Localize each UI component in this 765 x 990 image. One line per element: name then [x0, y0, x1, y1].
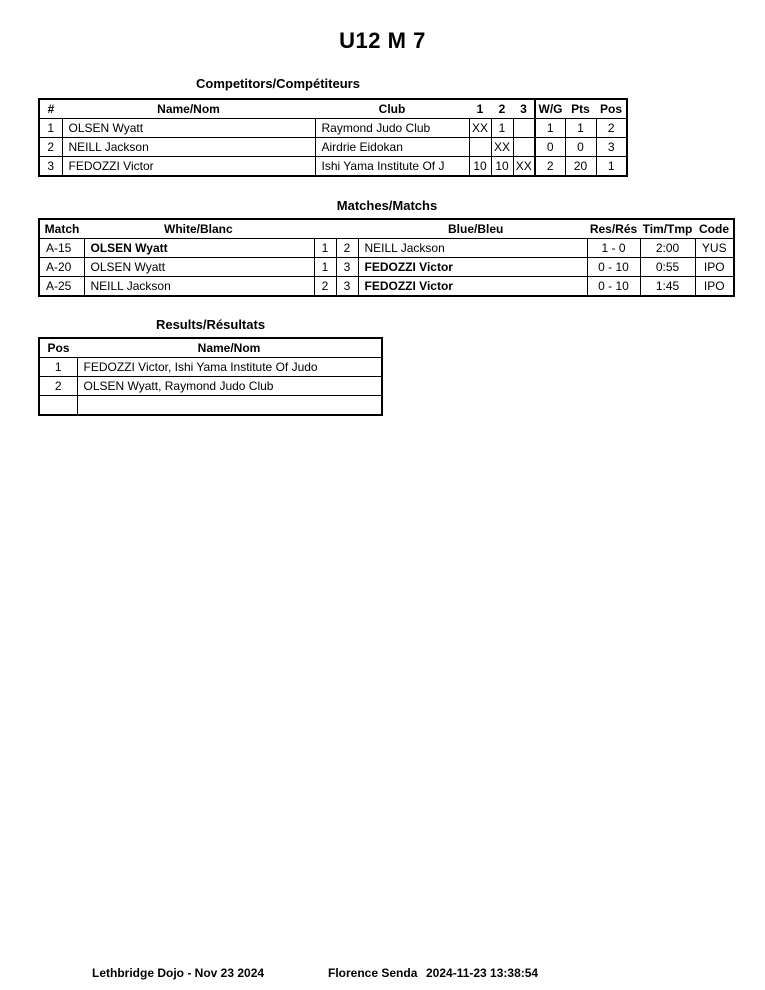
col-header-match: Match [44, 222, 80, 236]
col-header-name: Name/Nom [197, 341, 261, 355]
table-row [39, 138, 627, 157]
col-header-name: Name/Nom [157, 102, 220, 116]
round3-score: XX [513, 157, 535, 177]
match-time: 0:55 [640, 258, 695, 277]
white-player: OLSEN Wyatt [84, 258, 314, 277]
white-player: NEILL Jackson [84, 277, 314, 297]
wins: 2 [535, 157, 565, 177]
blue-player: NEILL Jackson [358, 239, 587, 258]
competitor-name: NEILL Jackson [62, 138, 315, 157]
table-row [39, 358, 382, 377]
blue-player: FEDOZZI Victor [358, 258, 587, 277]
white-number: 1 [314, 258, 336, 277]
match-code: IPO [695, 277, 734, 297]
table-row [39, 157, 627, 177]
white-number: 2 [314, 277, 336, 297]
col-header-time: Tim/Tmp [642, 222, 693, 236]
match-code: YUS [695, 239, 734, 258]
footer-event: Lethbridge Dojo - Nov 23 2024 [92, 966, 265, 980]
result-position: 2 [39, 377, 77, 396]
match-code: IPO [695, 258, 734, 277]
matches-title: Matches/Matchs [336, 198, 438, 213]
competitor-num: 2 [39, 138, 62, 157]
competitor-name: FEDOZZI Victor [62, 157, 315, 177]
col-header-pts: Pts [571, 102, 590, 116]
points: 0 [565, 138, 596, 157]
table-row [39, 277, 734, 297]
points: 1 [565, 119, 596, 138]
table-row [39, 258, 734, 277]
result-name: OLSEN Wyatt, Raymond Judo Club [77, 377, 382, 396]
wins: 1 [535, 119, 565, 138]
position: 2 [596, 119, 627, 138]
match-id: A-20 [39, 258, 84, 277]
points: 20 [565, 157, 596, 177]
results-title: Results/Résultats [155, 317, 266, 332]
white-player: OLSEN Wyatt [84, 239, 314, 258]
col-header-code: Code [699, 222, 729, 236]
position: 1 [596, 157, 627, 177]
col-header-round1: 1 [476, 102, 484, 116]
blue-player: FEDOZZI Victor [358, 277, 587, 297]
match-time: 1:45 [640, 277, 695, 297]
competitors-header-row [39, 99, 627, 119]
col-header-num: # [47, 102, 55, 116]
results-header-row [39, 338, 382, 358]
round2-score: XX [491, 138, 513, 157]
competitor-num: 3 [39, 157, 62, 177]
match-id: A-25 [39, 277, 84, 297]
wins: 0 [535, 138, 565, 157]
col-header-round3: 3 [520, 102, 527, 116]
round1-score [469, 138, 491, 157]
blue-number: 3 [336, 258, 358, 277]
matches-table [38, 218, 735, 297]
footer-timestamp: 2024-11-23 13:38:54 [426, 966, 539, 980]
results-table [38, 337, 383, 416]
blue-number: 2 [336, 239, 358, 258]
competitor-num: 1 [39, 119, 62, 138]
col-header-club: Club [378, 102, 406, 116]
white-number: 1 [314, 239, 336, 258]
result-position [39, 396, 77, 416]
col-header-wg: W/G [535, 99, 565, 119]
competitors-title: Competitors/Compétiteurs [196, 76, 360, 91]
competitors-table [38, 98, 628, 177]
round2-score: 10 [491, 157, 513, 177]
round3-score [513, 138, 535, 157]
match-result: 1 - 0 [587, 239, 640, 258]
position: 3 [596, 138, 627, 157]
matches-header-row [39, 219, 734, 239]
round3-score [513, 119, 535, 138]
col-header-blue: Blue/Bleu [448, 222, 504, 236]
round1-score: 10 [469, 157, 491, 177]
match-id: A-15 [39, 239, 84, 258]
result-name [77, 396, 382, 416]
table-row [39, 119, 627, 138]
footer-operator: Florence Senda [328, 966, 418, 980]
col-header-pos: Pos [47, 341, 70, 355]
table-row [39, 239, 734, 258]
competitor-club: Raymond Judo Club [315, 119, 469, 138]
competitor-club: Airdrie Eidokan [315, 138, 469, 157]
competitor-club: Ishi Yama Institute Of J [315, 157, 469, 177]
col-header-white: White/Blanc [164, 222, 233, 236]
page-title: U12 M 7 [339, 28, 426, 53]
blue-number: 3 [336, 277, 358, 297]
table-row [39, 396, 382, 416]
match-result: 0 - 10 [587, 277, 640, 297]
col-header-pos: Pos [599, 102, 622, 116]
match-result: 0 - 10 [587, 258, 640, 277]
competitor-name: OLSEN Wyatt [62, 119, 315, 138]
table-row [39, 377, 382, 396]
result-position: 1 [39, 358, 77, 377]
round2-score: 1 [491, 119, 513, 138]
match-time: 2:00 [640, 239, 695, 258]
result-name: FEDOZZI Victor, Ishi Yama Institute Of Judo [77, 358, 382, 377]
col-header-round2: 2 [498, 102, 506, 116]
col-header-result: Res/Rés [589, 222, 638, 236]
round1-score: XX [469, 119, 491, 138]
